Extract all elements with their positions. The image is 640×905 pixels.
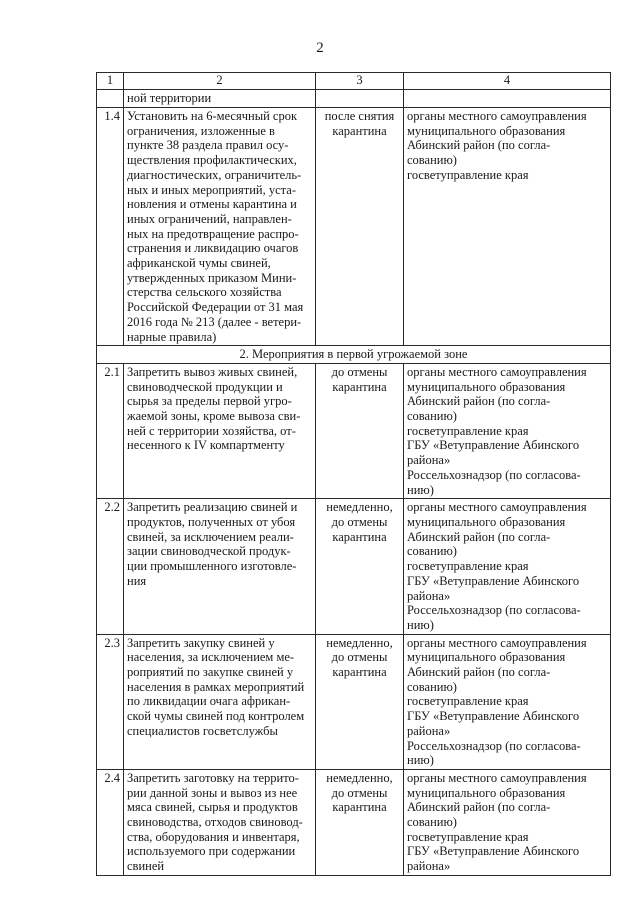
row-number: 1.4 [97, 108, 124, 346]
responsible-text: органы местного самоуправления муниципального образования Абинский район (по согла- сованию) госветуправление края ГБУ «Ветуправление Абинского района» Россельхознадзор (по согласова- нию) [404, 499, 611, 634]
table-row [97, 769, 611, 875]
table-cell [404, 90, 611, 108]
table-row [97, 363, 611, 498]
continuation-row [97, 90, 611, 108]
table-cell [316, 90, 404, 108]
measure-text: Запретить закупку свиней у населения, за исключением ме- роприятий по закупке свиней у населения в рамках мероприятий по ликвидации очага африкан- ской чумы свиней под контролем специалистов госветслужбы [124, 634, 316, 769]
column-number: 3 [316, 73, 404, 90]
table-row [97, 634, 611, 769]
section-row [97, 346, 611, 364]
table-cell [97, 90, 124, 108]
page-number: 2 [316, 40, 324, 56]
row-number: 2.4 [97, 769, 124, 875]
column-number-row [97, 73, 611, 90]
deadline-text: после снятия карантина [316, 108, 404, 346]
section-title: 2. Мероприятия в первой угрожаемой зоне [97, 346, 611, 364]
continuation-text: ной территории [124, 90, 316, 108]
column-number: 2 [124, 73, 316, 90]
measure-text: Запретить реализацию свиней и продуктов, полученных от убоя свиней, за исключением реали- зации свиноводческой продук- ции промышленного изготовле- ния [124, 499, 316, 634]
measure-text: Запретить заготовку на террито- рии данной зоны и вывоз из нее мяса свиней, сырья и продуктов свиноводства, отходов свиновод- ства, оборудования и инвентаря, используемого при содержании свиней [124, 769, 316, 875]
responsible-text: органы местного самоуправления муниципального образования Абинский район (по согла- сованию) госветуправление края [404, 108, 611, 346]
measure-text: Запретить вывоз живых свиней, свиноводческой продукции и сырья за пределы первой угро- жаемой зоны, кроме вывоза сви- ней с территории хозяйства, от- несенного к IV компартменту [124, 363, 316, 498]
responsible-text: органы местного самоуправления муниципального образования Абинский район (по согла- сованию) госветуправление края ГБУ «Ветуправление Абинского района» [404, 769, 611, 875]
measure-text: Установить на 6-месячный срок ограничения, изложенные в пункте 38 раздела правил осу- ществления профилактических, диагностических, ограничитель- ных и иных мероприятий, уста- новления и отмены карантина и иных ограничений, направлен- ных на предотвращение распро- странения и ликвидацию очагов африканской чумы свиней, утвержденных приказом Мини- стерства сельского хозяйства Российской Федерации от 31 мая 2016 года № 213 (далее - ветери- нарные правила) [124, 108, 316, 346]
responsible-text: органы местного самоуправления муниципального образования Абинский район (по согла- сованию) госветуправление края ГБУ «Ветуправление Абинского района» Россельхознадзор (по согласова- нию) [404, 634, 611, 769]
deadline-text: немедленно, до отмены карантина [316, 499, 404, 634]
deadline-text: немедленно, до отмены карантина [316, 634, 404, 769]
table-row [97, 108, 611, 346]
measures-table [96, 72, 611, 876]
deadline-text: немедленно, до отмены карантина [316, 769, 404, 875]
deadline-text: до отмены карантина [316, 363, 404, 498]
column-number: 4 [404, 73, 611, 90]
responsible-text: органы местного самоуправления муниципального образования Абинский район (по согла- сованию) госветуправление края ГБУ «Ветуправление Абинского района» Россельхознадзор (по согласова- нию) [404, 363, 611, 498]
row-number: 2.1 [97, 363, 124, 498]
row-number: 2.3 [97, 634, 124, 769]
table-row [97, 499, 611, 634]
row-number: 2.2 [97, 499, 124, 634]
column-number: 1 [97, 73, 124, 90]
